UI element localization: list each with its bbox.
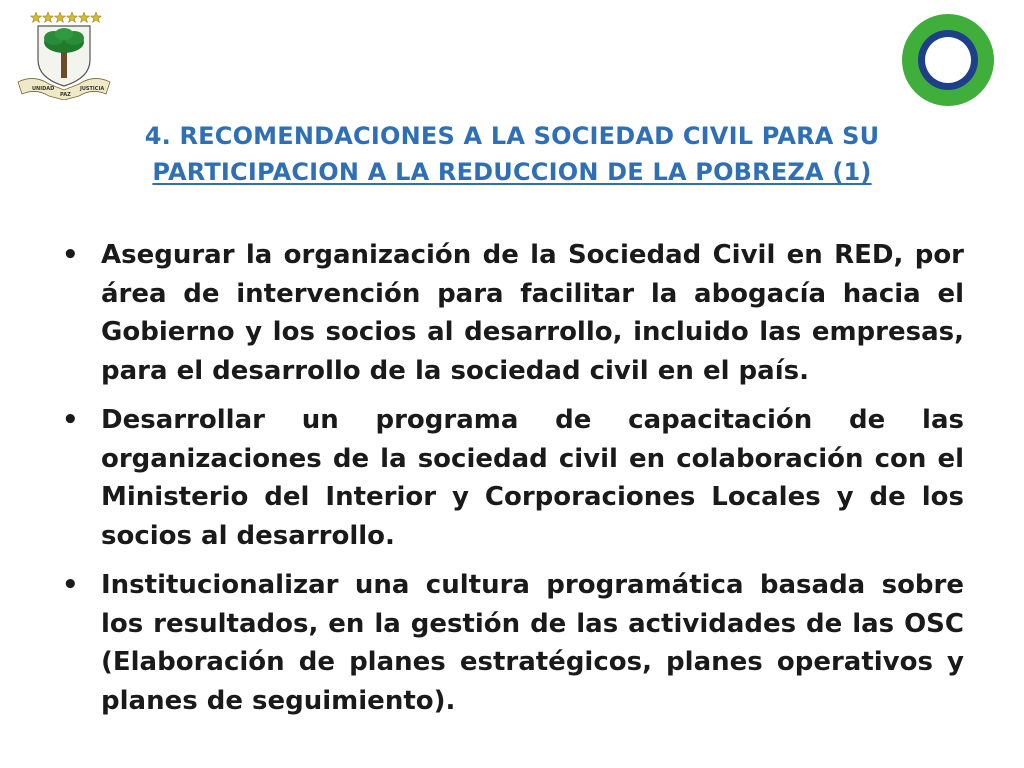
bullet-list [60,236,964,731]
svg-text:UNIDAD: UNIDAD [32,86,55,92]
bullet-item [60,566,964,720]
slide-title [60,118,964,190]
bullet-text: Desarrollar un programa de capacitación de las organizaciones de la sociedad civil en colaboración con el Ministerio del Interior y Corporaciones Locales y de los socios al desarrollo. [101,405,964,551]
title-number: 4. [144,122,171,150]
coat-of-arms-icon [14,8,114,100]
bullet-text: Asegurar la organización de la Sociedad Civil en RED, por área de intervención para facilitar la abogacía hacia el Gobierno y los socios al desarrollo, incluido las empresas, para el desarrollo de la sociedad civil en el país. [101,240,964,386]
bullet-dot-icon: • [62,405,79,435]
bullet-text: Institucionalizar una cultura programática basada sobre los resultados, en la gestión de las actividades de las OSC (Elaboración de planes estratégicos, planes operativos y planes de seguimiento). [101,570,964,716]
green-ring-logo-icon [898,10,998,110]
title-text-1: RECOMENDACIONES A LA SOCIEDAD CIVIL PARA SU [179,122,880,150]
bullet-dot-icon: • [62,570,79,600]
title-line-2: PARTICIPACION A LA REDUCCION DE LA POBREZA (1) [152,158,872,186]
svg-text:JUSTICIA: JUSTICIA [80,86,105,92]
bullet-dot-icon: • [62,240,79,270]
bullet-item [60,236,964,390]
svg-text:PAZ: PAZ [60,92,71,98]
bullet-item [60,401,964,555]
title-line-1 [60,118,964,154]
